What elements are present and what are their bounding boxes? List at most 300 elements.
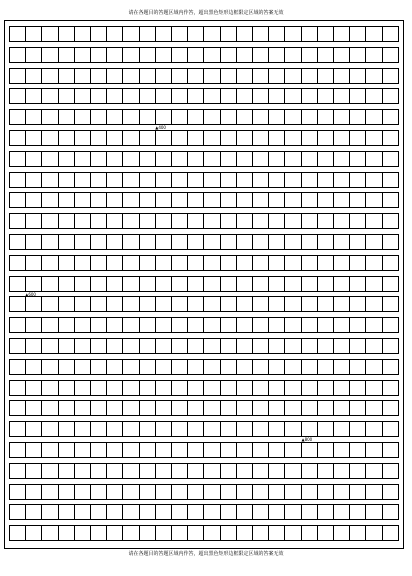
grid-cell[interactable] (10, 110, 26, 124)
grid-cell[interactable] (123, 526, 139, 540)
grid-cell[interactable] (10, 131, 26, 145)
grid-cell[interactable] (318, 422, 334, 436)
grid-cell[interactable] (318, 277, 334, 291)
grid-cell[interactable] (253, 318, 269, 332)
grid-cell[interactable] (91, 485, 107, 499)
grid-cell[interactable] (156, 110, 172, 124)
grid-cell[interactable] (237, 422, 253, 436)
grid-cell[interactable] (172, 152, 188, 166)
grid-cell[interactable] (204, 27, 220, 41)
grid-cell[interactable] (237, 235, 253, 249)
grid-cell[interactable] (366, 173, 382, 187)
grid-cell[interactable] (10, 48, 26, 62)
grid-cell[interactable] (383, 339, 399, 353)
grid-cell[interactable] (156, 69, 172, 83)
grid-cell[interactable] (383, 69, 399, 83)
grid-cell[interactable] (269, 526, 285, 540)
grid-cell[interactable] (350, 485, 366, 499)
grid-cell[interactable] (302, 297, 318, 311)
grid-cell[interactable] (350, 339, 366, 353)
grid-cell[interactable] (42, 464, 58, 478)
grid-cell[interactable] (59, 381, 75, 395)
grid-cell[interactable] (253, 256, 269, 270)
grid-cell[interactable] (140, 526, 156, 540)
grid-cell[interactable] (285, 505, 301, 519)
grid-cell[interactable] (107, 214, 123, 228)
grid-cell[interactable] (383, 152, 399, 166)
grid-cell[interactable] (334, 464, 350, 478)
grid-cell[interactable] (285, 256, 301, 270)
grid-cell[interactable] (350, 297, 366, 311)
grid-cell[interactable] (172, 464, 188, 478)
grid-cell[interactable] (59, 173, 75, 187)
grid-cell[interactable] (172, 69, 188, 83)
grid-cell[interactable] (221, 401, 237, 415)
grid-cell[interactable] (253, 48, 269, 62)
grid-cell[interactable] (302, 339, 318, 353)
grid-cell[interactable] (350, 526, 366, 540)
grid-cell[interactable] (269, 422, 285, 436)
grid-cell[interactable] (366, 526, 382, 540)
grid-cell[interactable] (140, 214, 156, 228)
grid-cell[interactable] (107, 69, 123, 83)
grid-cell[interactable] (10, 526, 26, 540)
grid-cell[interactable] (350, 152, 366, 166)
grid-cell[interactable] (285, 464, 301, 478)
grid-cell[interactable] (383, 256, 399, 270)
grid-cell[interactable] (318, 193, 334, 207)
grid-cell[interactable] (334, 526, 350, 540)
grid-cell[interactable] (237, 401, 253, 415)
grid-cell[interactable] (188, 443, 204, 457)
grid-cell[interactable] (42, 27, 58, 41)
grid-cell[interactable] (350, 277, 366, 291)
grid-cell[interactable] (221, 69, 237, 83)
grid-cell[interactable] (188, 256, 204, 270)
grid-cell[interactable] (350, 214, 366, 228)
grid-cell[interactable] (253, 131, 269, 145)
grid-cell[interactable] (383, 214, 399, 228)
grid-cell[interactable] (172, 256, 188, 270)
grid-cell[interactable] (253, 277, 269, 291)
grid-cell[interactable] (237, 277, 253, 291)
grid-cell[interactable] (10, 27, 26, 41)
grid-cell[interactable] (10, 318, 26, 332)
grid-cell[interactable] (285, 485, 301, 499)
grid-cell[interactable] (91, 152, 107, 166)
grid-cell[interactable] (107, 277, 123, 291)
grid-cell[interactable] (285, 318, 301, 332)
grid-cell[interactable] (42, 131, 58, 145)
grid-cell[interactable] (383, 422, 399, 436)
grid-cell[interactable] (42, 256, 58, 270)
grid-cell[interactable] (59, 214, 75, 228)
grid-cell[interactable] (156, 214, 172, 228)
grid-cell[interactable] (318, 214, 334, 228)
grid-cell[interactable] (107, 485, 123, 499)
grid-cell[interactable] (221, 443, 237, 457)
grid-cell[interactable] (156, 485, 172, 499)
grid-cell[interactable] (253, 173, 269, 187)
grid-cell[interactable] (42, 277, 58, 291)
grid-cell[interactable] (285, 110, 301, 124)
grid-cell[interactable] (172, 526, 188, 540)
grid-cell[interactable] (269, 235, 285, 249)
grid-cell[interactable] (302, 443, 318, 457)
grid-cell[interactable] (383, 526, 399, 540)
grid-cell[interactable] (10, 256, 26, 270)
grid-cell[interactable] (318, 381, 334, 395)
grid-cell[interactable] (140, 277, 156, 291)
grid-cell[interactable] (107, 464, 123, 478)
grid-cell[interactable] (366, 214, 382, 228)
grid-cell[interactable] (334, 339, 350, 353)
grid-cell[interactable] (172, 485, 188, 499)
grid-cell[interactable] (253, 297, 269, 311)
grid-cell[interactable] (42, 89, 58, 103)
grid-cell[interactable] (269, 69, 285, 83)
grid-cell[interactable] (172, 443, 188, 457)
grid-cell[interactable] (10, 381, 26, 395)
grid-cell[interactable] (91, 89, 107, 103)
grid-cell[interactable] (350, 89, 366, 103)
grid-cell[interactable] (123, 464, 139, 478)
grid-cell[interactable] (107, 27, 123, 41)
grid-cell[interactable] (204, 381, 220, 395)
grid-cell[interactable] (91, 443, 107, 457)
grid-cell[interactable] (75, 235, 91, 249)
grid-cell[interactable] (75, 110, 91, 124)
grid-cell[interactable] (269, 214, 285, 228)
grid-cell[interactable] (123, 89, 139, 103)
grid-cell[interactable] (221, 318, 237, 332)
grid-cell[interactable] (156, 464, 172, 478)
grid-cell[interactable] (350, 318, 366, 332)
grid-cell[interactable] (366, 464, 382, 478)
grid-cell[interactable] (156, 318, 172, 332)
grid-cell[interactable] (350, 464, 366, 478)
grid-cell[interactable] (318, 297, 334, 311)
grid-cell[interactable] (204, 297, 220, 311)
grid-cell[interactable] (302, 27, 318, 41)
grid-cell[interactable] (350, 256, 366, 270)
grid-cell[interactable] (237, 89, 253, 103)
grid-cell[interactable] (188, 318, 204, 332)
grid-cell[interactable] (123, 69, 139, 83)
grid-cell[interactable] (334, 27, 350, 41)
grid-cell[interactable] (26, 152, 42, 166)
grid-cell[interactable] (10, 173, 26, 187)
grid-cell[interactable] (318, 318, 334, 332)
grid-cell[interactable] (10, 152, 26, 166)
grid-cell[interactable] (91, 27, 107, 41)
grid-cell[interactable] (334, 381, 350, 395)
grid-cell[interactable] (383, 27, 399, 41)
grid-cell[interactable] (383, 297, 399, 311)
grid-cell[interactable] (26, 318, 42, 332)
grid-cell[interactable] (350, 235, 366, 249)
grid-cell[interactable] (204, 485, 220, 499)
grid-cell[interactable] (123, 131, 139, 145)
grid-cell[interactable] (123, 422, 139, 436)
grid-cell[interactable] (204, 152, 220, 166)
grid-cell[interactable] (26, 110, 42, 124)
grid-cell[interactable] (221, 485, 237, 499)
grid-cell[interactable] (366, 422, 382, 436)
grid-cell[interactable] (253, 422, 269, 436)
grid-cell[interactable] (42, 443, 58, 457)
grid-cell[interactable] (59, 69, 75, 83)
grid-cell[interactable] (172, 27, 188, 41)
grid-cell[interactable] (75, 360, 91, 374)
grid-cell[interactable] (334, 173, 350, 187)
grid-cell[interactable] (334, 152, 350, 166)
grid-cell[interactable] (42, 401, 58, 415)
grid-cell[interactable] (318, 360, 334, 374)
grid-cell[interactable] (188, 277, 204, 291)
grid-cell[interactable] (285, 422, 301, 436)
grid-cell[interactable] (26, 277, 42, 291)
grid-cell[interactable] (75, 526, 91, 540)
grid-cell[interactable] (366, 152, 382, 166)
grid-cell[interactable] (156, 526, 172, 540)
grid-cell[interactable] (302, 131, 318, 145)
grid-cell[interactable] (204, 256, 220, 270)
grid-cell[interactable] (140, 443, 156, 457)
grid-cell[interactable] (237, 318, 253, 332)
grid-cell[interactable] (188, 339, 204, 353)
grid-cell[interactable] (59, 193, 75, 207)
grid-cell[interactable] (334, 422, 350, 436)
grid-cell[interactable] (188, 422, 204, 436)
grid-cell[interactable] (318, 235, 334, 249)
grid-cell[interactable] (156, 360, 172, 374)
grid-cell[interactable] (107, 110, 123, 124)
grid-cell[interactable] (123, 360, 139, 374)
grid-cell[interactable] (188, 214, 204, 228)
grid-cell[interactable] (318, 152, 334, 166)
grid-cell[interactable] (10, 277, 26, 291)
grid-cell[interactable] (318, 464, 334, 478)
grid-cell[interactable] (59, 235, 75, 249)
grid-cell[interactable] (237, 485, 253, 499)
grid-cell[interactable] (123, 48, 139, 62)
grid-cell[interactable] (269, 464, 285, 478)
grid-cell[interactable] (285, 297, 301, 311)
grid-cell[interactable] (91, 131, 107, 145)
grid-cell[interactable] (383, 48, 399, 62)
grid-cell[interactable] (26, 485, 42, 499)
grid-cell[interactable] (156, 152, 172, 166)
grid-cell[interactable] (204, 131, 220, 145)
grid-cell[interactable] (107, 256, 123, 270)
grid-cell[interactable] (123, 27, 139, 41)
grid-cell[interactable] (334, 110, 350, 124)
grid-cell[interactable] (123, 110, 139, 124)
grid-cell[interactable] (366, 443, 382, 457)
grid-cell[interactable] (26, 443, 42, 457)
grid-cell[interactable] (366, 505, 382, 519)
grid-cell[interactable] (366, 360, 382, 374)
grid-cell[interactable] (156, 277, 172, 291)
grid-cell[interactable] (269, 48, 285, 62)
grid-cell[interactable] (253, 214, 269, 228)
grid-cell[interactable] (237, 27, 253, 41)
grid-cell[interactable] (366, 277, 382, 291)
grid-cell[interactable] (156, 235, 172, 249)
grid-cell[interactable] (253, 235, 269, 249)
grid-cell[interactable] (334, 235, 350, 249)
grid-cell[interactable] (59, 152, 75, 166)
grid-cell[interactable] (221, 339, 237, 353)
grid-cell[interactable] (334, 485, 350, 499)
grid-cell[interactable] (156, 256, 172, 270)
grid-cell[interactable] (91, 505, 107, 519)
grid-cell[interactable] (107, 89, 123, 103)
grid-cell[interactable] (269, 131, 285, 145)
grid-cell[interactable] (26, 27, 42, 41)
grid-cell[interactable] (302, 152, 318, 166)
grid-cell[interactable] (156, 193, 172, 207)
grid-cell[interactable] (302, 526, 318, 540)
grid-cell[interactable] (42, 214, 58, 228)
grid-cell[interactable] (302, 318, 318, 332)
grid-cell[interactable] (156, 422, 172, 436)
grid-cell[interactable] (269, 339, 285, 353)
grid-cell[interactable] (318, 443, 334, 457)
grid-cell[interactable] (204, 110, 220, 124)
grid-cell[interactable] (10, 235, 26, 249)
grid-cell[interactable] (204, 318, 220, 332)
grid-cell[interactable] (383, 193, 399, 207)
grid-cell[interactable] (221, 381, 237, 395)
grid-cell[interactable] (269, 152, 285, 166)
grid-cell[interactable] (285, 401, 301, 415)
grid-cell[interactable] (383, 360, 399, 374)
grid-cell[interactable] (10, 464, 26, 478)
grid-cell[interactable] (140, 401, 156, 415)
grid-cell[interactable] (318, 89, 334, 103)
grid-cell[interactable] (253, 152, 269, 166)
grid-cell[interactable] (91, 173, 107, 187)
grid-cell[interactable] (188, 235, 204, 249)
grid-cell[interactable] (237, 214, 253, 228)
grid-cell[interactable] (204, 401, 220, 415)
grid-cell[interactable] (334, 256, 350, 270)
grid-cell[interactable] (59, 277, 75, 291)
grid-cell[interactable] (172, 318, 188, 332)
grid-cell[interactable] (107, 360, 123, 374)
grid-cell[interactable] (253, 89, 269, 103)
grid-cell[interactable] (91, 69, 107, 83)
grid-cell[interactable] (59, 27, 75, 41)
grid-cell[interactable] (107, 297, 123, 311)
grid-cell[interactable] (334, 360, 350, 374)
grid-cell[interactable] (366, 381, 382, 395)
grid-cell[interactable] (237, 339, 253, 353)
grid-cell[interactable] (188, 27, 204, 41)
grid-cell[interactable] (285, 526, 301, 540)
grid-cell[interactable] (366, 235, 382, 249)
grid-cell[interactable] (383, 173, 399, 187)
grid-cell[interactable] (26, 69, 42, 83)
grid-cell[interactable] (302, 464, 318, 478)
grid-cell[interactable] (366, 318, 382, 332)
grid-cell[interactable] (366, 89, 382, 103)
grid-cell[interactable] (188, 485, 204, 499)
grid-cell[interactable] (75, 27, 91, 41)
grid-cell[interactable] (253, 401, 269, 415)
grid-cell[interactable] (123, 505, 139, 519)
grid-cell[interactable] (318, 173, 334, 187)
grid-cell[interactable] (366, 485, 382, 499)
grid-cell[interactable] (318, 27, 334, 41)
grid-cell[interactable] (366, 131, 382, 145)
grid-cell[interactable] (221, 131, 237, 145)
grid-cell[interactable] (237, 381, 253, 395)
grid-cell[interactable] (123, 401, 139, 415)
grid-cell[interactable] (188, 381, 204, 395)
grid-cell[interactable] (156, 173, 172, 187)
grid-cell[interactable] (383, 277, 399, 291)
grid-cell[interactable] (140, 89, 156, 103)
grid-cell[interactable] (123, 318, 139, 332)
grid-cell[interactable] (188, 131, 204, 145)
grid-cell[interactable] (140, 485, 156, 499)
grid-cell[interactable] (204, 277, 220, 291)
grid-cell[interactable] (59, 360, 75, 374)
grid-cell[interactable] (10, 505, 26, 519)
grid-cell[interactable] (285, 89, 301, 103)
grid-cell[interactable] (140, 360, 156, 374)
grid-cell[interactable] (42, 152, 58, 166)
grid-cell[interactable] (59, 256, 75, 270)
grid-cell[interactable] (140, 173, 156, 187)
grid-cell[interactable] (334, 69, 350, 83)
grid-cell[interactable] (221, 277, 237, 291)
grid-cell[interactable] (269, 443, 285, 457)
grid-cell[interactable] (269, 485, 285, 499)
grid-cell[interactable] (285, 214, 301, 228)
grid-cell[interactable] (188, 401, 204, 415)
grid-cell[interactable] (140, 339, 156, 353)
grid-cell[interactable] (172, 339, 188, 353)
grid-cell[interactable] (42, 193, 58, 207)
grid-cell[interactable] (107, 443, 123, 457)
grid-cell[interactable] (237, 110, 253, 124)
grid-cell[interactable] (107, 401, 123, 415)
grid-cell[interactable] (172, 297, 188, 311)
grid-cell[interactable] (204, 48, 220, 62)
grid-cell[interactable] (172, 110, 188, 124)
grid-cell[interactable] (140, 235, 156, 249)
grid-cell[interactable] (237, 48, 253, 62)
grid-cell[interactable] (123, 214, 139, 228)
grid-cell[interactable] (269, 297, 285, 311)
grid-cell[interactable] (123, 256, 139, 270)
grid-cell[interactable] (334, 131, 350, 145)
grid-cell[interactable] (204, 360, 220, 374)
grid-cell[interactable] (318, 526, 334, 540)
grid-cell[interactable] (253, 27, 269, 41)
grid-cell[interactable] (75, 443, 91, 457)
grid-cell[interactable] (269, 360, 285, 374)
grid-cell[interactable] (172, 48, 188, 62)
grid-cell[interactable] (334, 318, 350, 332)
grid-cell[interactable] (334, 193, 350, 207)
grid-cell[interactable] (253, 485, 269, 499)
grid-cell[interactable] (42, 173, 58, 187)
